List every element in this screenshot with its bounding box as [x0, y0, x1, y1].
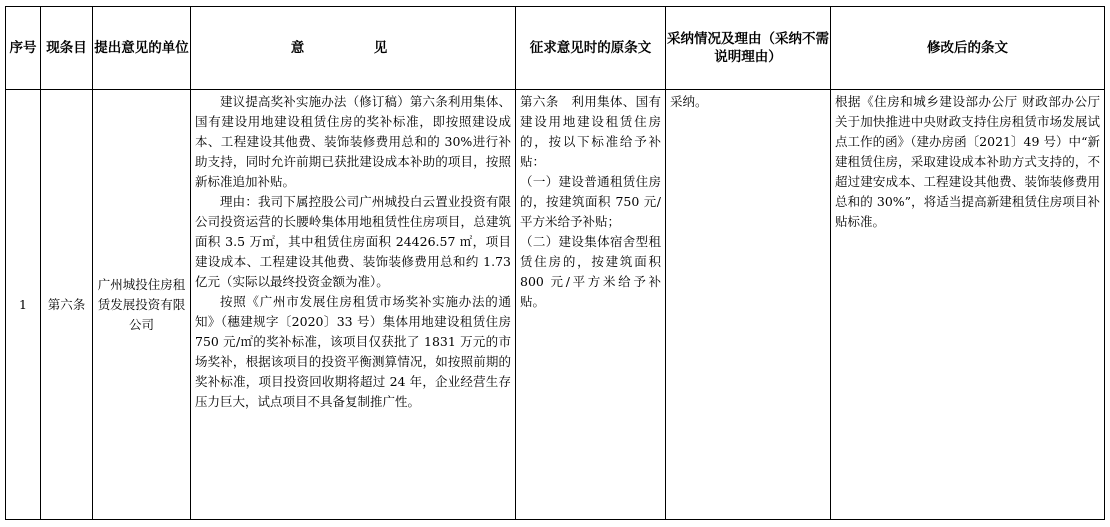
- header-clause: 现条目: [41, 7, 93, 90]
- opinion-paragraph-1: 建议提高奖补实施办法（修订稿）第六条利用集体、国有建设用地建设租赁住房的奖补标准，即按照建设成本、工程建设其他费、装饰装修费用总和的 30%进行补助支持，同时允许前期已获批建设成本补助的项目，按照新标准追加补贴。: [195, 94, 511, 189]
- cell-adopt: 采纳。: [666, 90, 831, 520]
- header-original: 征求意见时的原条文: [516, 7, 666, 90]
- cell-clause: 第六条: [41, 90, 93, 520]
- opinion-paragraph-3: 按照《广州市发展住房租赁市场奖补实施办法的通知》（穗建规字〔2020〕33 号）集体用地建设租赁住房 750 元/㎡的奖补标准，该项目仅获批了 1831 万元的市场奖补，根据该项目的投资平衡测算情况，如按照前期的奖补标准，项目投资回收期将超过 24 年，企业经营生存压力巨大，试点项目不具备复制推广性。: [195, 294, 511, 409]
- header-revised: 修改后的条文: [831, 7, 1105, 90]
- opinion-table: [5, 6, 1105, 520]
- cell-unit: 广州城投住房租赁发展投资有限公司: [93, 90, 191, 520]
- cell-opinion: [191, 90, 516, 520]
- original-paragraph-2: （一）建设普通租赁住房的，按建筑面积 750 元/平方米给予补贴；: [520, 174, 661, 229]
- cell-seq: 1: [6, 90, 41, 520]
- header-row: [6, 7, 1105, 90]
- cell-original: [516, 90, 666, 520]
- header-opinion: 意 见: [191, 7, 516, 90]
- original-paragraph-1: 第六条 利用集体、国有建设用地建设租赁住房的，按以下标准给予补贴：: [520, 94, 661, 169]
- table-row: [6, 90, 1105, 520]
- original-paragraph-3: （二）建设集体宿舍型租赁住房的，按建筑面积 800 元/平方米给予补贴。: [520, 234, 661, 309]
- header-unit: 提出意见的单位: [93, 7, 191, 90]
- cell-revised: 根据《住房和城乡建设部办公厅 财政部办公厅关于加快推进中央财政支持住房租赁市场发展试点工作的函》（建办房函〔2021〕49 号）中“新建租赁住房，采取建设成本补助方式支持的，不超过建安成本、工程建设其他费、装饰装修费用总和的 30%”，将适当提高新建租赁住房项目补贴标准。: [831, 90, 1105, 520]
- opinion-paragraph-2: 理由：我司下属控股公司广州城投白云置业投资有限公司投资运营的长腰岭集体用地租赁性住房项目，总建筑面积 3.5 万㎡，其中租赁住房面积 24426.57 ㎡，项目建设成本、工程建设其他费、装饰装修费用总和约 1.73 亿元（实际以最终投资金额为准）。: [195, 194, 511, 289]
- header-adopt: 采纳情况及理由（采纳不需说明理由）: [666, 7, 831, 90]
- header-seq: 序号: [6, 7, 41, 90]
